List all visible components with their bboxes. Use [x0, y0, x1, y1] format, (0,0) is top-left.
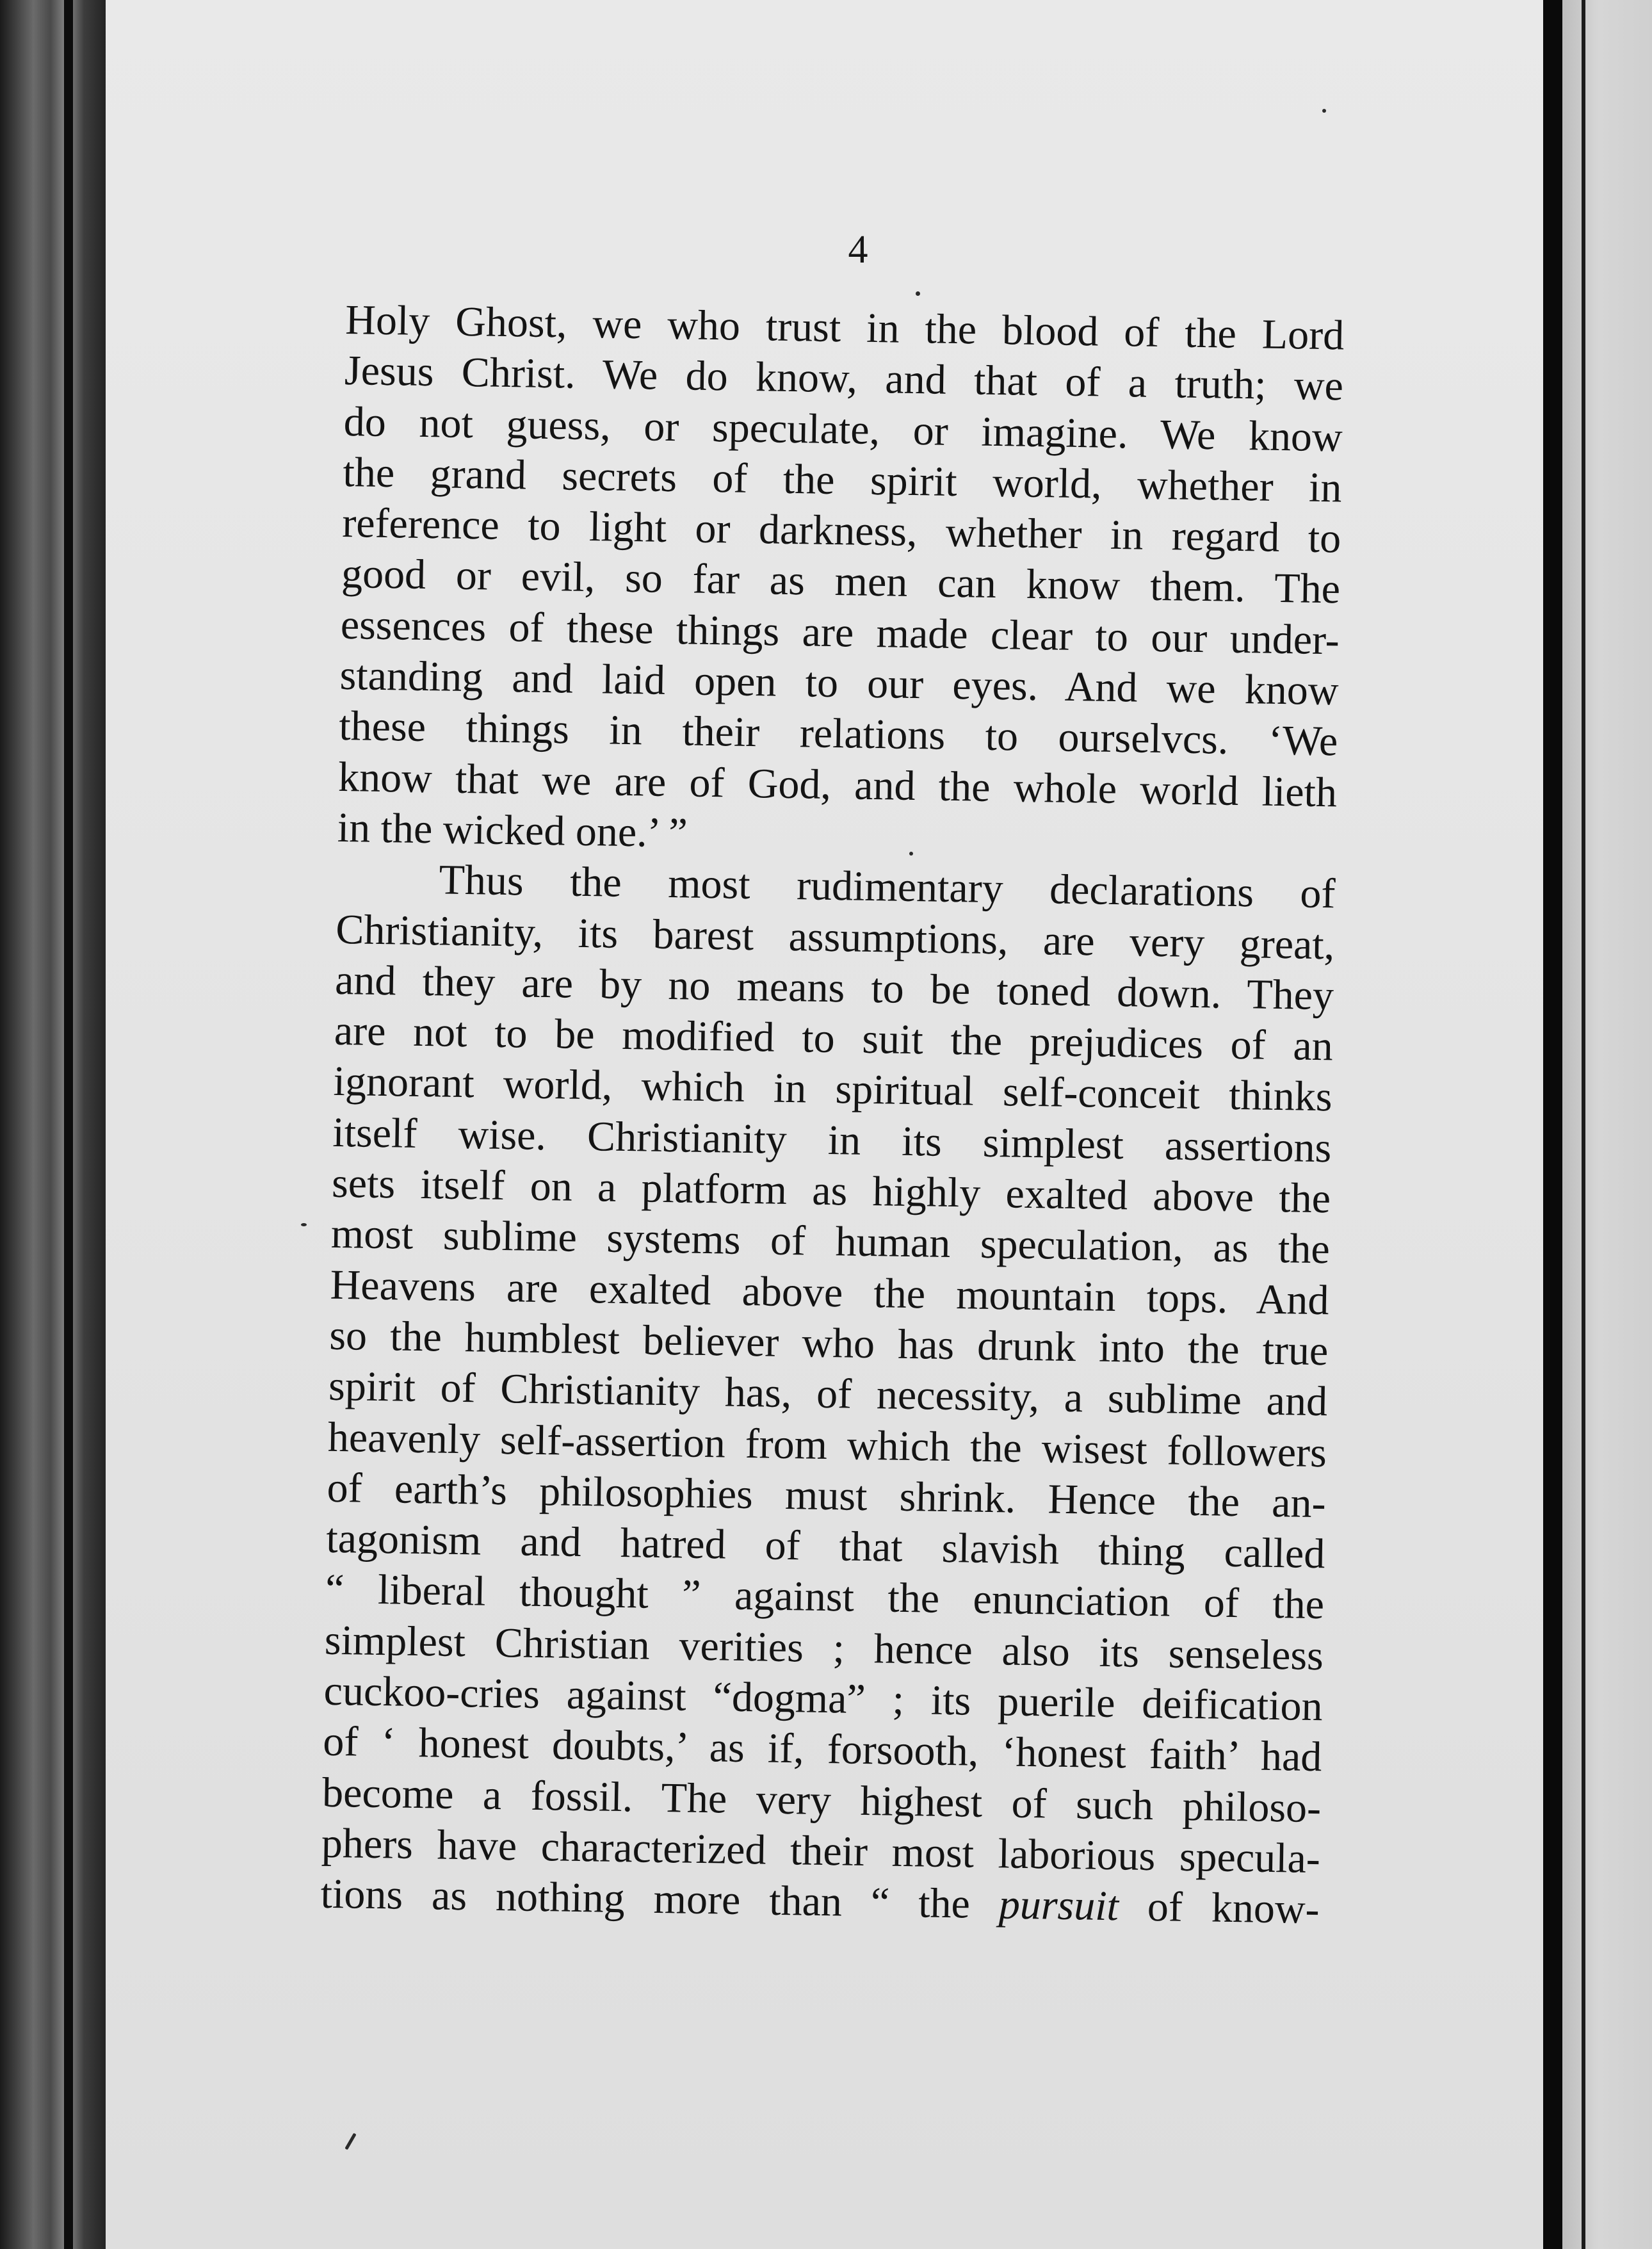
text-line: and they are by no means to be toned down. They: [334, 956, 1334, 1019]
text-line: Jesus Christ. We do know, and that of a truth; we: [344, 347, 1344, 410]
ink-speck: [301, 1223, 307, 1226]
text-line: so the humblest believer who has drunk into the true: [328, 1311, 1329, 1375]
text-line: standing and laid open to our eyes. And we know: [339, 652, 1340, 715]
page-number: 4: [848, 228, 868, 272]
text-line: “ liberal thought ” against the enunciation of the: [325, 1566, 1325, 1628]
ink-speck: [1322, 109, 1326, 113]
book-binding-edge: [0, 0, 112, 2249]
text-line: Christianity, its barest assumptions, are very great,: [335, 905, 1335, 968]
final-line-tail: of know-: [1147, 1883, 1320, 1933]
ink-speck: [916, 291, 920, 296]
text-line: cuckoo-cries against “dogma” ; its puerile deification: [323, 1667, 1324, 1730]
text-line: become a fossil. The very highest of such philoso-: [321, 1769, 1322, 1831]
text-line: itself wise. Christianity in its simplest assertions: [332, 1108, 1332, 1172]
text-line: these things in their relations to ourselvcs. ‘We: [338, 702, 1338, 765]
text-line: Heavens are exalted above the mountain tops. And: [330, 1261, 1330, 1324]
final-line-start: tions as nothing more than “ the: [320, 1870, 971, 1928]
page-gutter: [1543, 0, 1562, 2249]
text-line: spirit of Christianity has, of necessity, a sublime and: [328, 1363, 1328, 1425]
binding-shadow: [64, 0, 73, 2249]
text-line: the grand secrets of the spirit world, whether in: [343, 448, 1343, 512]
text-line: reference to light or darkness, whether in regard to: [341, 499, 1341, 562]
text-line: ignorant world, which in spiritual self-conceit thinks: [333, 1058, 1333, 1121]
adjacent-page-edge: [1562, 0, 1652, 2249]
text-line: know that we are of God, and the whole world lieth: [337, 753, 1338, 816]
adjacent-page-line: [1582, 0, 1585, 2249]
italic-word: pursuit: [998, 1881, 1119, 1930]
text-line: most sublime systems of human speculation, as the: [330, 1210, 1331, 1273]
text-line: Holy Ghost, we who trust in the blood of the Lord: [344, 296, 1345, 359]
text-line: tagonism and hatred of that slavish thing called: [325, 1514, 1325, 1578]
text-line: sets itself on a platform as highly exalted above the: [331, 1159, 1331, 1222]
text-line: heavenly self-assertion from which the wisest followers: [327, 1413, 1327, 1476]
text-line: simplest Christian verities ; hence also its senseless: [324, 1616, 1324, 1679]
text-line: are not to be modified to suit the prejudices of an: [334, 1007, 1334, 1070]
body-text: [320, 295, 1345, 1935]
text-line: good or evil, so far as men can know them. The: [341, 550, 1341, 613]
paragraph-end-line: in the wicked one.’ ”: [337, 804, 688, 857]
text-line: of earth’s philosophies must shrink. Hence the an-: [327, 1464, 1327, 1527]
text-line: of ‘ honest doubts,’ as if, forsooth, ‘honest faith’ had: [322, 1718, 1322, 1781]
text-line: phers have characterized their most laborious specula-: [321, 1819, 1321, 1883]
text-line: essences of these things are made clear to our under-: [340, 601, 1340, 664]
text-line: do not guess, or speculate, or imagine. We know: [343, 398, 1343, 461]
paragraph-start-line: Thus the most rudimentary declarations of: [439, 856, 1336, 918]
